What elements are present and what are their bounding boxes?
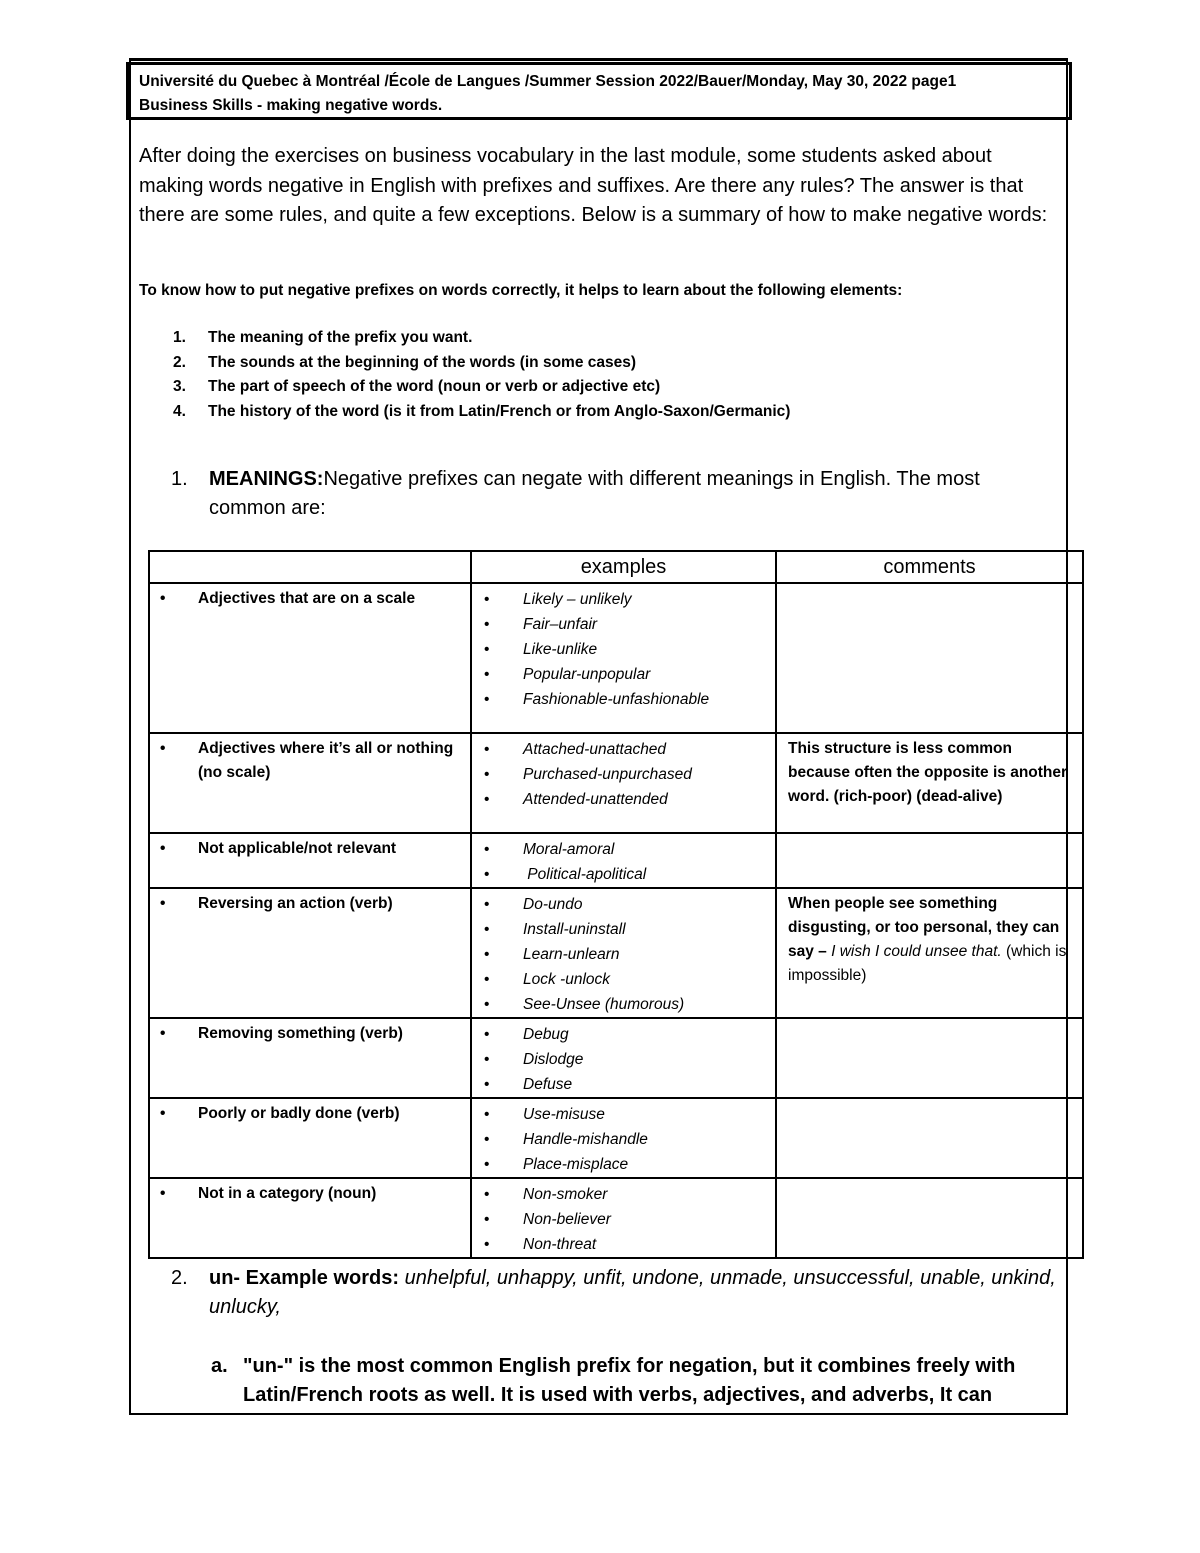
section-heading: un- Example words: <box>209 1267 400 1289</box>
example-words: unhelpful, unhappy, unfit, undone, unmade, unsuccessful, unable, unkind, unlucky, <box>209 1267 1056 1318</box>
elements-list <box>139 326 1039 424</box>
bullet-icon: • <box>484 1051 490 1068</box>
bullet-icon: • <box>484 1156 490 1173</box>
example-item: • Dislodge <box>472 1047 775 1072</box>
list-text: The meaning of the prefix you want. <box>208 329 473 346</box>
category-cell: • Removing something (verb) <box>149 1018 471 1098</box>
examples-cell <box>471 1098 776 1178</box>
bullet-icon: • <box>484 1026 490 1043</box>
bullet-icon: • <box>484 766 490 783</box>
section-text: Negative prefixes can negate with different meanings in English. The most common are: <box>209 468 980 519</box>
meanings-table <box>148 550 1084 1259</box>
list-number: 4. <box>173 402 186 420</box>
bullet-icon: • <box>484 921 490 938</box>
intro-paragraph: After doing the exercises on business vocabulary in the last module, some students asked about making words negative in English with prefixes and suffixes. Are there any rules? The answer is that there are some rules, and quite a few exceptions. Below is a summary of how to make negative words: <box>139 145 1048 226</box>
examples-cell <box>471 733 776 833</box>
example-item: • Likely – unlikely <box>472 587 775 612</box>
bullet-icon: • <box>160 1025 166 1042</box>
bullet-icon: • <box>484 1211 490 1228</box>
comment-cell: When people see something disgusting, or too personal, they can say – I wish I could unsee that. (which is impossible) <box>776 888 1083 1018</box>
section-heading: MEANINGS: <box>209 468 324 490</box>
list-text: The part of speech of the word (noun or verb or adjective etc) <box>208 378 661 395</box>
section-meanings <box>139 465 1059 523</box>
subsection-text: "un-" is the most common English prefix for negation, but it combines freely with Latin/French roots as well. It is used with verbs, adjectives, and adverbs, It can <box>243 1355 1016 1406</box>
list-text: The sounds at the beginning of the words (in some cases) <box>208 353 637 371</box>
example-item: • Non-smoker <box>472 1182 775 1207</box>
subsection-letter: a. <box>211 1355 228 1377</box>
bullet-icon: • <box>484 1076 490 1093</box>
examples-cell <box>471 888 776 1018</box>
bullet-icon: • <box>484 1106 490 1123</box>
example-item: • Fair–unfair <box>472 612 775 637</box>
table-row <box>149 833 1083 888</box>
bullet-icon: • <box>160 1185 166 1202</box>
bullet-icon: • <box>484 896 490 913</box>
category-cell: • Adjectives where it’s all or nothing (no scale) <box>149 733 471 833</box>
bullet-icon: • <box>484 666 490 683</box>
header-cell-blank <box>149 551 471 583</box>
example-item: • Fashionable-unfashionable <box>472 687 775 712</box>
table-row <box>149 1098 1083 1178</box>
example-item: • Place-misplace <box>472 1152 775 1177</box>
example-item: • Handle-mishandle <box>472 1127 775 1152</box>
bullet-icon: • <box>160 840 166 857</box>
section-un-prefix <box>139 1264 1059 1322</box>
section-number: 1. <box>171 468 188 490</box>
list-item <box>139 375 1039 400</box>
category-cell: • Adjectives that are on a scale <box>149 583 471 733</box>
bullet-icon: • <box>160 1105 166 1122</box>
list-text: The history of the word (is it from Latin/French or from Anglo-Saxon/Germanic) <box>208 402 791 420</box>
table-row <box>149 888 1083 1018</box>
table-row <box>149 1018 1083 1098</box>
example-item: • Like-unlike <box>472 637 775 662</box>
example-item: • Learn-unlearn <box>472 942 775 967</box>
bullet-icon: • <box>484 1186 490 1203</box>
bullet-icon: • <box>484 996 490 1013</box>
bullet-icon: • <box>484 741 490 758</box>
header-line-2: Business Skills - making negative words. <box>139 97 443 114</box>
header-cell-examples: examples <box>471 551 776 583</box>
bullet-icon: • <box>160 895 166 912</box>
comment-cell: This structure is less common because often the opposite is another word. (rich-poor) (dead-alive) <box>776 733 1083 833</box>
header-cell-comments: comments <box>776 551 1083 583</box>
table-header-row <box>149 551 1083 583</box>
category-cell: • Reversing an action (verb) <box>149 888 471 1018</box>
bullet-icon: • <box>484 691 490 708</box>
comment-cell <box>776 1178 1083 1258</box>
example-item: • Attached-unattached <box>472 737 775 762</box>
examples-cell <box>471 1178 776 1258</box>
example-item: • Purchased-unpurchased <box>472 762 775 787</box>
bullet-icon: • <box>484 946 490 963</box>
bullet-icon: • <box>484 841 490 858</box>
table-row <box>149 583 1083 733</box>
example-item: • Political-apolitical <box>472 862 775 887</box>
comment-cell <box>776 1098 1083 1178</box>
example-item: • Non-threat <box>472 1232 775 1257</box>
section-number: 2. <box>171 1267 188 1289</box>
elements-lead: To know how to put negative prefixes on words correctly, it helps to learn about the following elements: <box>139 282 903 299</box>
example-item: • Install-uninstall <box>472 917 775 942</box>
list-number: 1. <box>173 329 186 346</box>
example-item: • Debug <box>472 1022 775 1047</box>
table-row <box>149 1178 1083 1258</box>
header-line-1: Université du Quebec à Montréal /École de Langues /Summer Session 2022/Bauer/Monday, May 30, 2022 page1 <box>139 73 957 90</box>
list-item <box>139 400 1039 425</box>
category-cell: • Poorly or badly done (verb) <box>149 1098 471 1178</box>
example-item: • Lock -unlock <box>472 967 775 992</box>
bullet-icon: • <box>484 641 490 658</box>
bullet-icon: • <box>484 616 490 633</box>
example-item: • Attended-unattended <box>472 787 775 812</box>
example-item: • Non-believer <box>472 1207 775 1232</box>
examples-cell <box>471 833 776 888</box>
bullet-icon: • <box>484 591 490 608</box>
example-item: • Moral-amoral <box>472 837 775 862</box>
bullet-icon: • <box>484 1236 490 1253</box>
section-un-prefix-note <box>139 1352 1059 1410</box>
bullet-icon: • <box>484 791 490 808</box>
bullet-icon: • <box>484 971 490 988</box>
category-cell: • Not applicable/not relevant <box>149 833 471 888</box>
document-header <box>126 62 1072 120</box>
list-item <box>139 351 1039 376</box>
example-item: • Popular-unpopular <box>472 662 775 687</box>
list-number: 3. <box>173 378 186 395</box>
example-item: • Defuse <box>472 1072 775 1097</box>
bullet-icon: • <box>160 590 166 607</box>
bullet-icon: • <box>484 1131 490 1148</box>
bullet-icon: • <box>160 740 166 757</box>
list-number: 2. <box>173 353 186 371</box>
list-item <box>139 326 1039 351</box>
comment-cell <box>776 833 1083 888</box>
examples-cell <box>471 1018 776 1098</box>
comment-cell <box>776 583 1083 733</box>
category-cell: • Not in a category (noun) <box>149 1178 471 1258</box>
example-item: • Use-misuse <box>472 1102 775 1127</box>
comment-cell <box>776 1018 1083 1098</box>
example-item: • See-Unsee (humorous) <box>472 992 775 1017</box>
bullet-icon: • <box>484 866 490 883</box>
table-row <box>149 733 1083 833</box>
example-item: • Do-undo <box>472 892 775 917</box>
examples-cell <box>471 583 776 733</box>
